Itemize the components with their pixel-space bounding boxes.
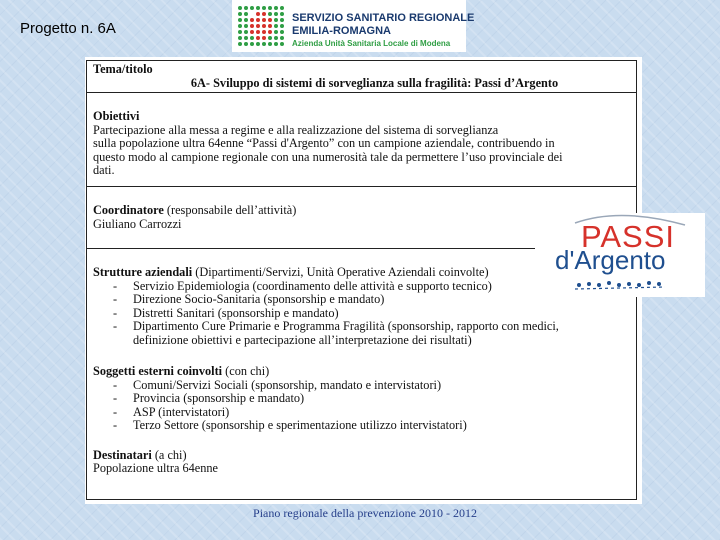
passi-logo-word1: PASSI (581, 219, 676, 254)
tema-title: 6A- Sviluppo di sistemi di sorveglianza sulla fragilità: Passi d’Argento (190, 75, 559, 90)
soggetti-heading-suffix: (con chi) (222, 364, 270, 378)
ssr-logo-line1: SERVIZIO SANITARIO REGIONALE (292, 12, 475, 24)
passi-logo-word2: d'Argento (555, 245, 666, 275)
footer-text: Piano regionale della prevenzione 2010 - 2012 (253, 506, 477, 520)
strutture-item-3: - Distretti Sanitari (sponsorship e mandato) (93, 307, 636, 321)
obiettivi-line-3: questo modo al campione regionale con una numerosità tale da permettere l’uso provinciale dei (93, 149, 563, 164)
obiettivi-heading: Obiettivi (93, 109, 140, 123)
soggetti-item-3: - ASP (intervistatori) (93, 406, 636, 420)
strutture-heading-suffix: (Dipartimenti/Servizi, Unità Operative Aziendali coinvolte) (192, 265, 489, 279)
soggetti-item-4: - Terzo Settore (sponsorship e sperimentazione utilizzo intervistatori) (93, 419, 636, 433)
destinatari-heading: Destinatari (93, 447, 152, 462)
ssr-logo-line3: Azienda Unità Sanitaria Locale di Modena (292, 39, 451, 48)
coordinatore-heading: Coordinatore (93, 203, 164, 217)
passi-argento-logo (535, 213, 705, 297)
destinatari-text: Popolazione ultra 64enne (93, 461, 218, 475)
strutture-item-4: - Dipartimento Cure Primarie e Programma Fragilità (sponsorship, rapporto con medici, definizione obiettivi e partecipazione all’interpretazione dei risultati) (93, 320, 593, 347)
slide-title: Progetto n. 6A (20, 20, 116, 37)
soggetti-item-1: - Comuni/Servizi Sociali (sponsorship, mandato e intervistatori) (93, 379, 636, 393)
destinatari-heading-suffix: (a chi) (151, 447, 187, 462)
obiettivi-line-4: dati. (93, 163, 115, 177)
obiettivi-line-2: sulla popolazione ultra 64enne “Passi d'Argento” con un campione aziendale, contribuendo in (93, 136, 555, 150)
tema-heading: Tema/titolo (93, 62, 153, 76)
strutture-item-2: - Direzione Socio-Sanitaria (sponsorship e mandato) (93, 293, 636, 307)
coordinatore-name: Giuliano Carrozzi (93, 216, 182, 231)
coordinatore-heading-suffix: (responsabile dell’attività) (163, 203, 297, 217)
strutture-item-1: - Servizio Epidemiologia (coordinamento delle attività e supporto tecnico) (93, 280, 636, 294)
section-tema (87, 61, 636, 93)
section-obiettivi (87, 93, 636, 187)
strutture-heading: Strutture aziendali (93, 265, 193, 279)
ssr-logo (232, 0, 475, 52)
soggetti-heading: Soggetti esterni coinvolti (93, 364, 223, 378)
obiettivi-line-1: Partecipazione alla messa a regime e alla realizzazione del sistema di sorveglianza (93, 122, 499, 137)
ssr-dot-grid-icon (236, 4, 286, 48)
soggetti-item-2: - Provincia (sponsorship e mandato) (93, 392, 636, 406)
ssr-logo-line2: EMILIA-ROMAGNA (292, 25, 391, 37)
